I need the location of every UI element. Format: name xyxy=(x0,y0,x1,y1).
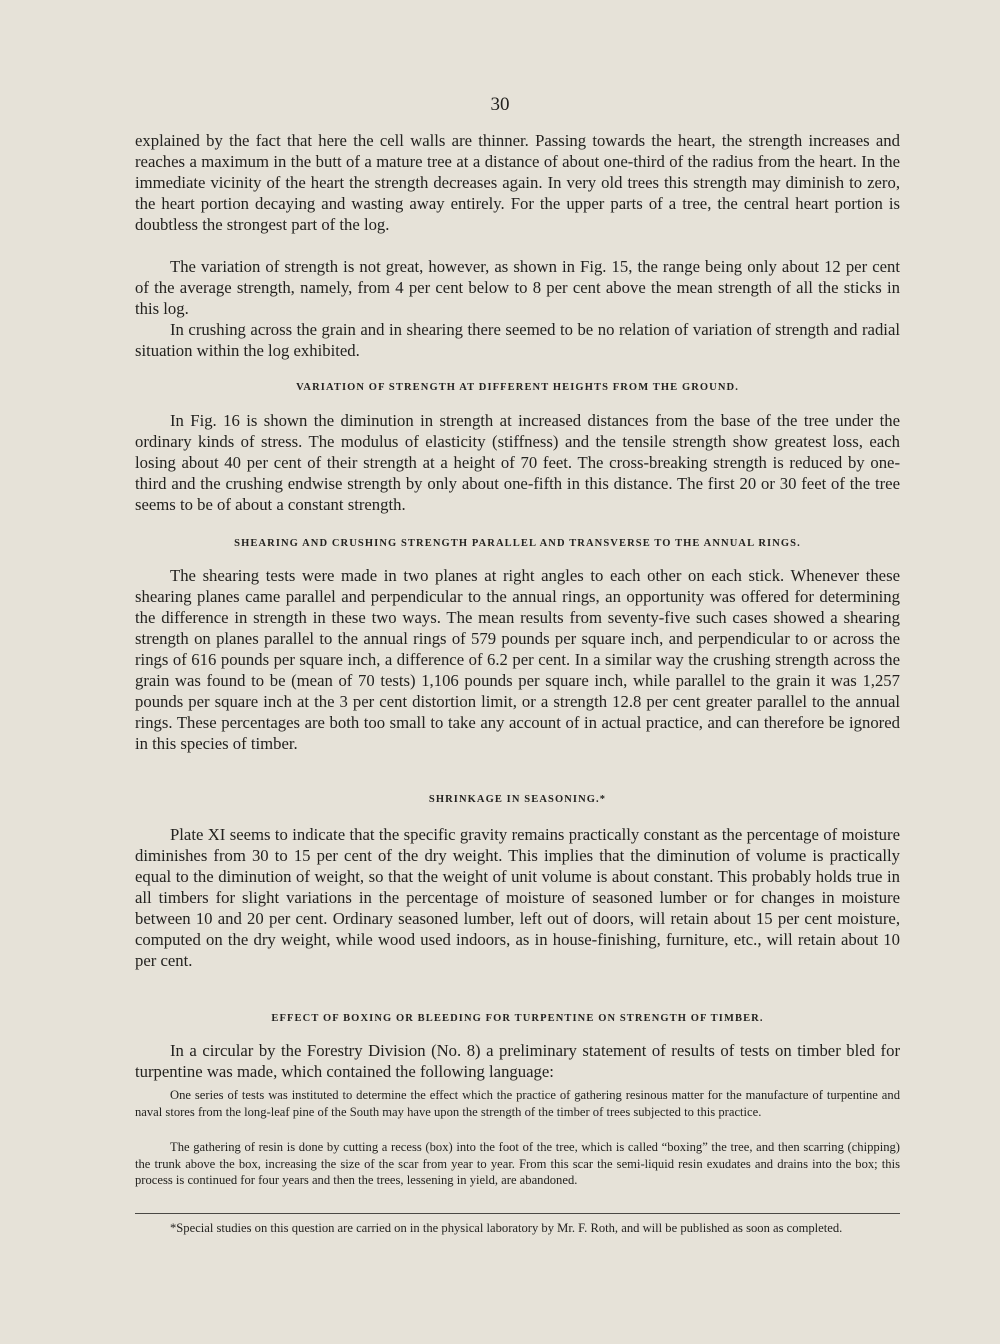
heights-section xyxy=(135,410,900,515)
section-heading: SHRINKAGE IN SEASONING.* xyxy=(428,794,607,805)
shrinkage-section xyxy=(135,824,900,971)
quote-paragraph: One series of tests was instituted to determine the effect which the practice of gathering resinous matter for the manufacture of turpentine and naval stores from the long-leaf pine of the South may have upon the strength of the timber of trees subjected to this practice. xyxy=(135,1088,900,1119)
section-heading: SHEARING AND CRUSHING STRENGTH PARALLEL AND TRANSVERSE TO THE ANNUAL RINGS. xyxy=(234,538,801,549)
footnote xyxy=(135,1220,900,1237)
paragraph: The variation of strength is not great, however, as shown in Fig. 15, the range being only about 12 per cent of the average strength, namely, from 4 per cent below to 8 per cent above the mean strength of all the sticks in this log. xyxy=(135,257,900,318)
paragraph: explained by the fact that here the cell walls are thinner. Passing towards the heart, the strength increases and reaches a maximum in the butt of a mature tree at a distance of about one-third of the radius from the heart. In the immediate vicinity of the heart the strength decreases again. In very old trees this strength may diminish to zero, the heart portion decaying and wasting away entirely. For the upper parts of a tree, the central heart portion is doubtless the strongest part of the log. xyxy=(135,131,900,234)
footnote-divider xyxy=(135,1213,900,1214)
shearing-section xyxy=(135,565,900,754)
paragraph: Plate XI seems to indicate that the specific gravity remains practically constant as the percentage of moisture diminishes from 30 to 15 per cent of the dry weight. This implies that the diminution of volume is practically equal to the diminution of weight, so that the weight of unit volume is about constant. This probably holds true in all timbers for slight variations in the percentage of moisture of seasoned lumber or for changes in moisture between 10 and 20 per cent. Ordinary seasoned lumber, left out of doors, will retain about 15 per cent moisture, computed on the dry weight, while wood used indoors, as in house-finishing, furniture, etc., will retain about 10 per cent. xyxy=(135,825,900,970)
paragraph: In a circular by the Forestry Division (No. 8) a preliminary statement of results of tests on timber bled for turpentine was made, which contained the following language: xyxy=(135,1041,900,1081)
intro-section xyxy=(135,130,900,361)
page-number: 30 xyxy=(490,94,510,115)
paragraph: In Fig. 16 is shown the diminution in strength at increased distances from the base of the tree under the ordinary kinds of stress. The modulus of elasticity (stiffness) and the tensile strength show greatest loss, each losing about 40 per cent of their strength at a height of 70 feet. The cross-breaking strength is reduced by one-third and the crushing endwise strength by only about one-fifth in this distance. The first 20 or 30 feet of the tree seems to be of about a constant strength. xyxy=(135,411,900,514)
boxing-section xyxy=(135,1040,900,1082)
section-heading: EFFECT OF BOXING OR BLEEDING FOR TURPENTINE ON STRENGTH OF TIMBER. xyxy=(271,1013,764,1024)
footnote-text: *Special studies on this question are carried on in the physical laboratory by Mr. F. Roth, and will be published as soon as completed. xyxy=(170,1221,843,1235)
block-quote xyxy=(135,1087,900,1189)
quote-paragraph: The gathering of resin is done by cutting a recess (box) into the foot of the tree, which is called “boxing” the tree, and then scarring (chipping) the trunk above the box, increasing the size of the scar from year to year. From this scar the semi-liquid resin exudates and drains into the box; this process is continued for four years and then the trees, lessening in yield, are abandoned. xyxy=(135,1140,900,1188)
paragraph: The shearing tests were made in two planes at right angles to each other on each stick. Whenever these shearing planes came parallel and perpendicular to the annual rings, an opportunity was offered for determining the difference in strength in these two ways. The mean results from seventy-five such cases showed a shearing strength on planes parallel to the annual rings of 579 pounds per square inch, and perpendicular to or across the rings of 616 pounds per square inch, a difference of 6.2 per cent. In a similar way the crushing strength across the grain was found to be (mean of 70 tests) 1,106 pounds per square inch, while parallel to the grain it was 1,257 pounds per square inch at the 3 per cent distortion limit, or a strength 12.8 per cent greater parallel to the annual rings. These percentages are both too small to take any account of in actual practice, and can therefore be ignored in this species of timber. xyxy=(135,566,900,753)
paragraph: In crushing across the grain and in shearing there seemed to be no relation of variation of strength and radial situation within the log exhibited. xyxy=(135,320,900,360)
section-heading: VARIATION OF STRENGTH AT DIFFERENT HEIGHTS FROM THE GROUND. xyxy=(296,382,739,393)
